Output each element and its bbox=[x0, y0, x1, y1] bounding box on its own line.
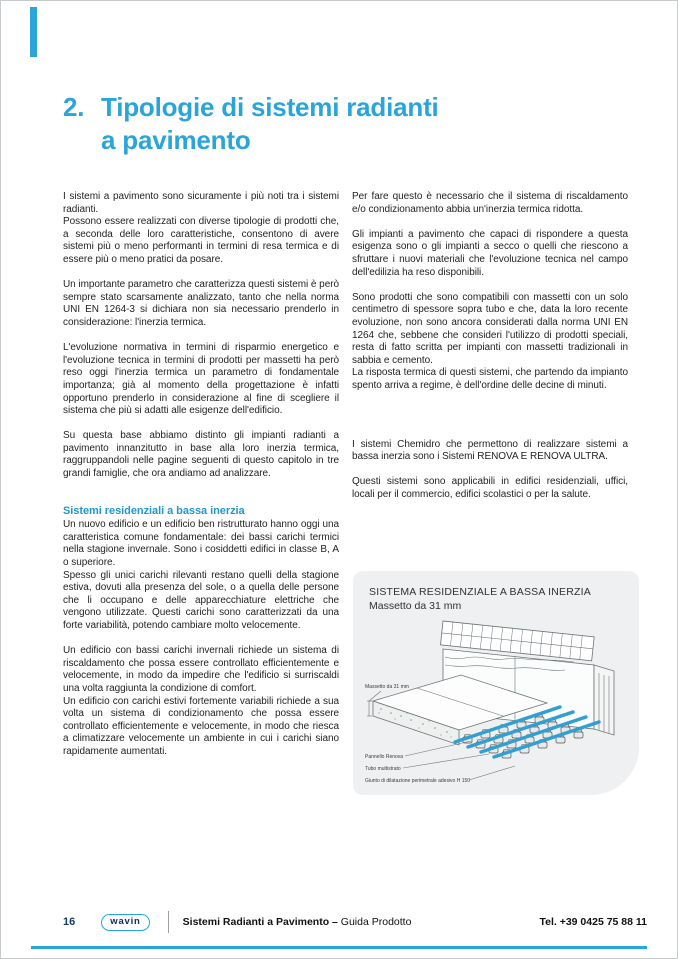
paragraph: Un importante parametro che caratterizza questi sistemi è però sempre stato scarsamente analizzato, tanto che nella norma UNI EN 1264-3 si dichiara non sia necessario prenderlo in considerazione: l'inerzia termica. bbox=[63, 279, 339, 328]
section-subheading: Sistemi residenziali a bassa inerzia bbox=[63, 504, 245, 517]
paragraph: L'evoluzione normativa in termini di risparmio energetico e l'evoluzione tecnica in termini di prodotti per massetti ha però reso oggi l'inerzia termica un parametro di fondamentale importanza; già al momento della progettazione è infatti opportuno prenderlo in considerazione al fine di scegliere il sistema che più si adatti alle esigenze dell'edificio. bbox=[63, 342, 339, 417]
document-title-regular: Guida Prodotto bbox=[337, 916, 412, 928]
left-text-column bbox=[63, 191, 339, 759]
figure-subtitle: Massetto da 31 mm bbox=[369, 600, 462, 612]
bottom-accent-rule bbox=[31, 946, 647, 949]
paragraph: Un edificio con carichi estivi fortemente variabili richiede a sua volta un sistema di condizionamento che possa essere controllato efficientemente e velocemente, in modo che riesca a climatizzare velocemente un ambiente in cui i carichi siano rapidamente aumentati. bbox=[63, 695, 339, 757]
label-tubo-multistrato: Tubo multistrato bbox=[365, 766, 401, 772]
paragraph: Per fare questo è necessario che il sistema di riscaldamento e/o condizionamento abbia un'inerzia termica ridotta. bbox=[352, 191, 628, 215]
paragraph: Possono essere realizzati con diverse tipologie di prodotti che, a seconda delle loro caratteristiche, consentono di avere sistemi più o meno performanti in termini di resa termica e di essere più o meno pratici da posare. bbox=[63, 216, 339, 265]
figure-box-low-inertia-system bbox=[353, 571, 639, 795]
phone-number: Tel. +39 0425 75 88 11 bbox=[539, 916, 647, 928]
right-text-column bbox=[352, 191, 628, 501]
figure-title: SISTEMA RESIDENZIALE A BASSA INERZIA bbox=[369, 586, 591, 598]
paragraph: Sono prodotti che sono compatibili con massetti con un solo centimetro di spessore sopra tubo e che, data la loro recente evoluzione, non sono ancora considerati dalla norma UNI EN 1264 che, sebbene che consideri l'utilizzo di prodotti speciali, resta di fatto scritta per impianti con massetti tradizionali in sabbia e cemento. bbox=[352, 291, 628, 366]
floor-system-illustration bbox=[365, 617, 627, 789]
label-massetto: Massetto da 31 mm bbox=[365, 684, 409, 690]
paragraph: Un edificio con bassi carichi invernali richiede un sistema di riscaldamento che possa essere controllato efficientemente e velocemente, in modo da impedire che l'edificio si surriscaldi una volta raggiunta la condizione di comfort. bbox=[63, 645, 339, 694]
paragraph: Un nuovo edificio e un edificio ben ristrutturato hanno oggi una caratteristica comune fondamentale: dei bassi carichi termici nella stagione invernale. Sono i cosiddetti edifici in classe B, A o superiore. bbox=[63, 519, 339, 569]
wavin-logo: wavin bbox=[101, 914, 149, 931]
document-title-bold: Sistemi Radianti a Pavimento – bbox=[182, 916, 338, 928]
paragraph: I sistemi a pavimento sono sicuramente i più noti tra i sistemi radianti. bbox=[63, 191, 339, 215]
chapter-tab-marker bbox=[30, 7, 37, 57]
label-pannello-renova: Pannello Renova bbox=[365, 754, 404, 760]
footer-divider bbox=[168, 911, 169, 933]
page-number: 16 bbox=[63, 916, 76, 928]
document-title bbox=[183, 916, 412, 928]
paragraph: La risposta termica di questi sistemi, che partendo da impianto spento arriva a regime, è dell'ordine delle decine di minuti. bbox=[352, 367, 628, 391]
page-footer bbox=[63, 908, 647, 936]
chapter-number: 2. bbox=[63, 92, 85, 122]
paragraph: Gli impianti a pavimento che capaci di rispondere a questa esigenza sono o gli impianti a secco o quelli che riescono a sfruttare i nuovi materiali che l'evoluzione tecnica nel campo dell'edilizia ha reso disponibili. bbox=[352, 228, 628, 278]
paragraph: Questi sistemi sono applicabili in edifici residenziali, uffici, locali per il commercio, edifici scolastici o per la salute. bbox=[352, 476, 628, 500]
label-giunto-dilatazione: Giunto di dilatazione perimetrale adesivo H 150 bbox=[365, 778, 471, 784]
paragraph: I sistemi Chemidro che permettono di realizzare sistemi a bassa inerzia sono i Sistemi RENOVA E RENOVA ULTRA. bbox=[352, 438, 628, 463]
paragraph: Spesso gli unici carichi rilevanti restano quelli della stagione estiva, dovuti alla presenza del sole, o a quella delle persone che li occupano e delle apparecchiature elettriche che vengono utilizzate. Questi carichi sono caratterizzati da una forte variabilità, potendo cambiare molto velocemente. bbox=[63, 569, 339, 631]
paragraph: Su questa base abbiamo distinto gli impianti radianti a pavimento innanzitutto in base alla loro inerzia termica, raggruppandoli nelle pagine seguenti di questo capitolo in tre grandi famiglie, che ora andiamo ad analizzare. bbox=[63, 430, 339, 480]
chapter-title bbox=[63, 91, 439, 157]
chapter-title-text: Tipologie di sistemi radianti a pavimento bbox=[101, 92, 439, 155]
